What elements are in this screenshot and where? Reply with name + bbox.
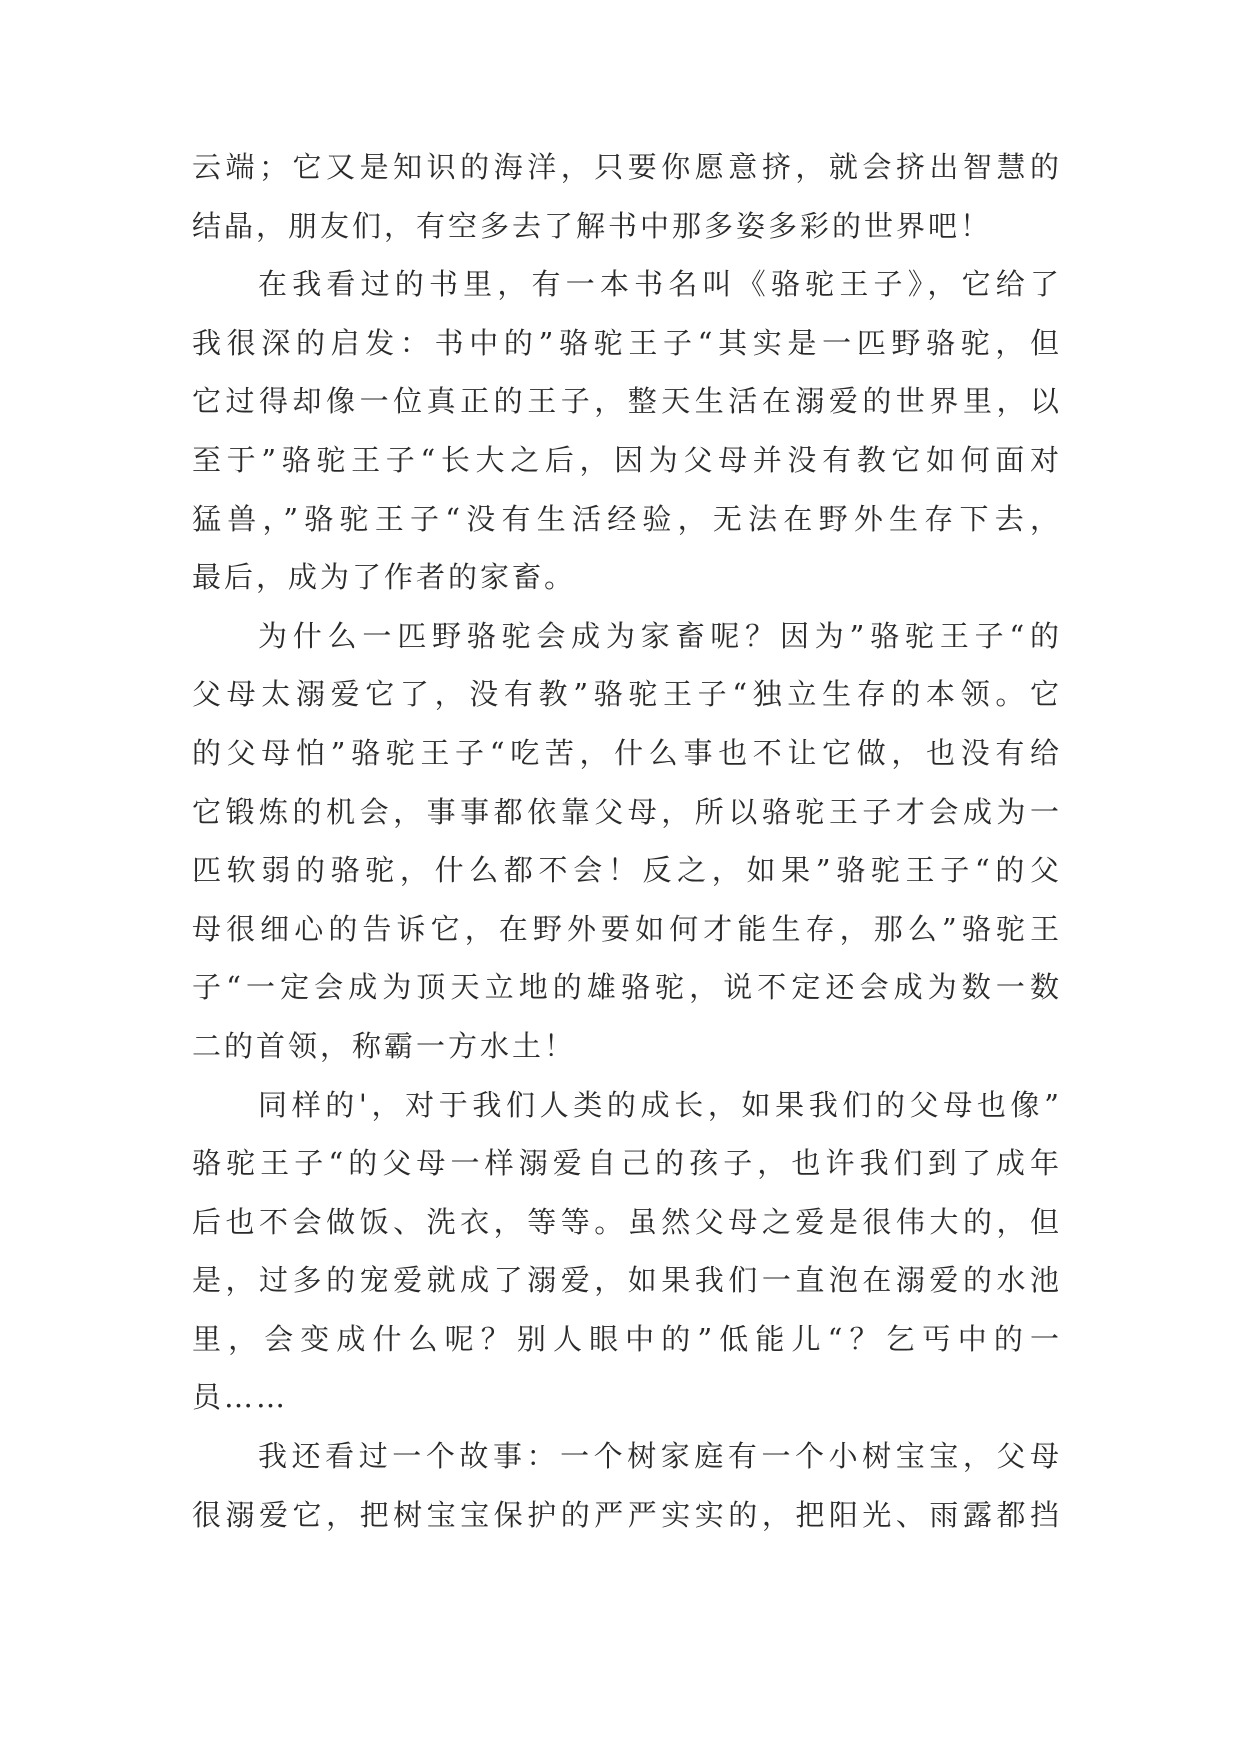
text-line: 骆驼王子“的父母一样溺爱自己的孩子，也许我们到了成年: [192, 1146, 1062, 1181]
text-line: 我很深的启发：书中的”骆驼王子“其实是一匹野骆驼，但: [192, 325, 1062, 360]
text-line: 的父母怕”骆驼王子“吃苦，什么事也不让它做，也没有给: [192, 735, 1062, 770]
text-line: 它锻炼的机会，事事都依靠父母，所以骆驼王子才会成为一: [192, 794, 1062, 829]
text-line: 云端；它又是知识的海洋，只要你愿意挤，就会挤出智慧的: [192, 150, 1062, 184]
text-line: 里，会变成什么呢？别人眼中的”低能儿“？乞丐中的一: [192, 1321, 1062, 1356]
text-line: 二的首领，称霸一方水土！: [192, 1028, 577, 1063]
text-line: 至于”骆驼王子“长大之后，因为父母并没有教它如何面对: [192, 442, 1062, 477]
text-line: 它过得却像一位真正的王子，整天生活在溺爱的世界里，以: [192, 384, 1062, 419]
text-line: 猛兽，”骆驼王子“没有生活经验，无法在野外生存下去，: [192, 501, 1062, 536]
paragraph-first-line: 为什么一匹野骆驼会成为家畜呢？因为”骆驼王子“的: [258, 618, 1062, 653]
paragraph-first-line: 同样的'，对于我们人类的成长，如果我们的父母也像”: [258, 1087, 1062, 1122]
text-line: 匹软弱的骆驼，什么都不会！反之，如果”骆驼王子“的父: [192, 853, 1062, 888]
paragraph-first-line: 我还看过一个故事：一个树家庭有一个小树宝宝，父母: [258, 1439, 1062, 1474]
text-line: 后也不会做饭、洗衣，等等。虽然父母之爱是很伟大的，但: [192, 1204, 1062, 1239]
text-line: 母很细心的告诉它，在野外要如何才能生存，那么”骆驼王: [192, 911, 1062, 946]
text-line: 结晶，朋友们，有空多去了解书中那多姿多彩的世界吧！: [192, 208, 993, 243]
text-line: 子“一定会成为顶天立地的雄骆驼，说不定还会成为数一数: [192, 970, 1062, 1005]
text-line: 最后，成为了作者的家畜。: [192, 560, 577, 595]
text-line: 很溺爱它，把树宝宝保护的严严实实的，把阳光、雨露都挡: [192, 1497, 1062, 1532]
document-body: [192, 138, 1062, 1544]
paragraph-first-line: 在我看过的书里，有一本书名叫《骆驼王子》，它给了: [258, 267, 1062, 302]
text-line: 父母太溺爱它了，没有教”骆驼王子“独立生存的本领。它: [192, 677, 1062, 712]
text-line: 是，过多的宠爱就成了溺爱，如果我们一直泡在溺爱的水池: [192, 1263, 1062, 1298]
text-line: 员……: [192, 1380, 289, 1415]
